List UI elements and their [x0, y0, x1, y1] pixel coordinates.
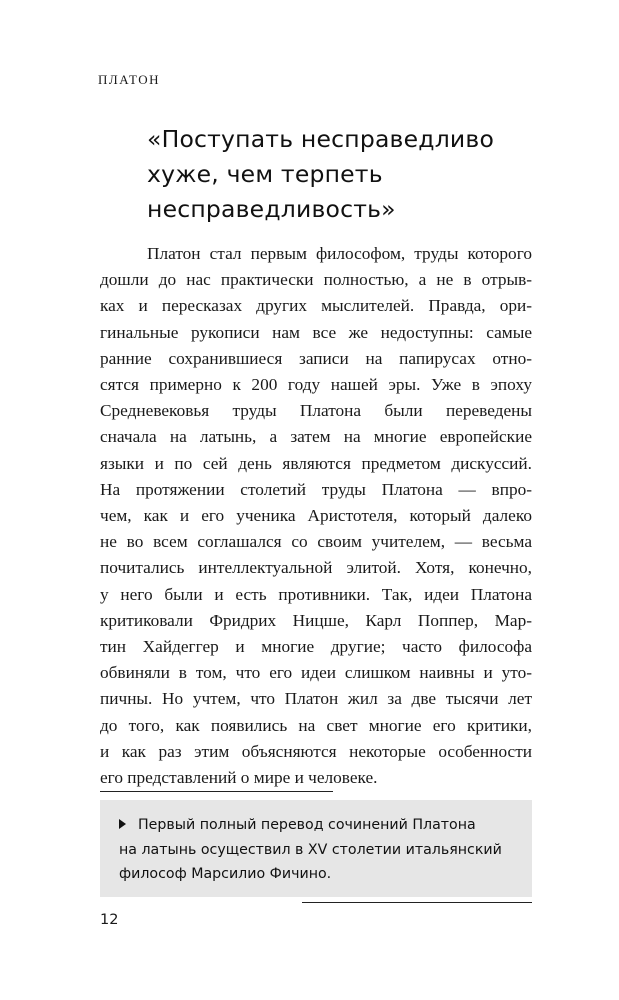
triangle-bullet-icon	[119, 819, 126, 829]
note-line: философ Марсилио Фичино.	[119, 866, 332, 882]
body-line: языки и по сей день являются предметом дискуссий.	[100, 453, 532, 473]
body-line: сначала на латынь, а затем на многие европейские	[100, 427, 532, 447]
body-line: Средневековья труды Платона были переведены	[100, 401, 532, 421]
body-line: пичны. Но учтем, что Платон жил за две тысячи лет	[100, 689, 532, 709]
note-line	[119, 813, 525, 838]
title-line: хуже, чем терпеть	[147, 160, 383, 188]
chapter-title	[147, 122, 547, 227]
body-line: гинальные рукописи нам все же недоступны: самые	[100, 322, 532, 342]
note-line-text: Первый полный перевод сочинений Платона	[138, 817, 476, 833]
body-line: почитались интеллектуальной элитой. Хотя, конечно,	[100, 558, 532, 578]
divider-rule	[302, 902, 532, 903]
body-line: до того, как появились на свет многие его критики,	[100, 715, 532, 735]
body-line: критиковали Фридрих Ницше, Карл Поппер, Мар-	[100, 610, 532, 630]
body-line: Платон стал первым философом, труды которого	[147, 244, 532, 263]
note-box	[100, 800, 532, 897]
divider-rule	[100, 791, 333, 792]
body-line: и как раз этим объясняются некоторые особенности	[100, 741, 532, 761]
body-line: тин Хайдеггер и многие другие; часто философа	[100, 637, 532, 657]
note-line: на латынь осуществил в XV столетии итальянский	[119, 841, 502, 858]
note-text	[119, 813, 525, 887]
body-line: обвиняли в том, что его идеи слишком наивны и уто-	[100, 663, 532, 683]
title-line: несправедливость»	[147, 195, 396, 223]
body-line: сятся примерно к 200 году нашей эры. Уже в эпоху	[100, 375, 532, 395]
body-line: не во всем соглашался со своим учителем, — весьма	[100, 532, 532, 552]
body-line: чем, как и его ученика Аристотеля, который далеко	[100, 506, 532, 526]
title-line: «Поступать несправедливо	[147, 125, 495, 153]
body-line: у него были и есть противники. Так, идеи Платона	[100, 584, 532, 604]
body-line: На протяжении столетий труды Платона — впро-	[100, 479, 532, 499]
body-line: его представлений о мире и человеке.	[100, 768, 378, 788]
body-line: ках и пересказах других мыслителей. Правда, ори-	[100, 296, 532, 316]
body-line: дошли до нас практически полностью, а не в отрыв-	[100, 270, 532, 290]
body-line: ранние сохранившиеся записи на папирусах отно-	[100, 348, 532, 368]
running-head: ПЛАТОН	[98, 72, 160, 87]
body-paragraph	[100, 241, 532, 791]
page-number: 12	[100, 912, 119, 928]
